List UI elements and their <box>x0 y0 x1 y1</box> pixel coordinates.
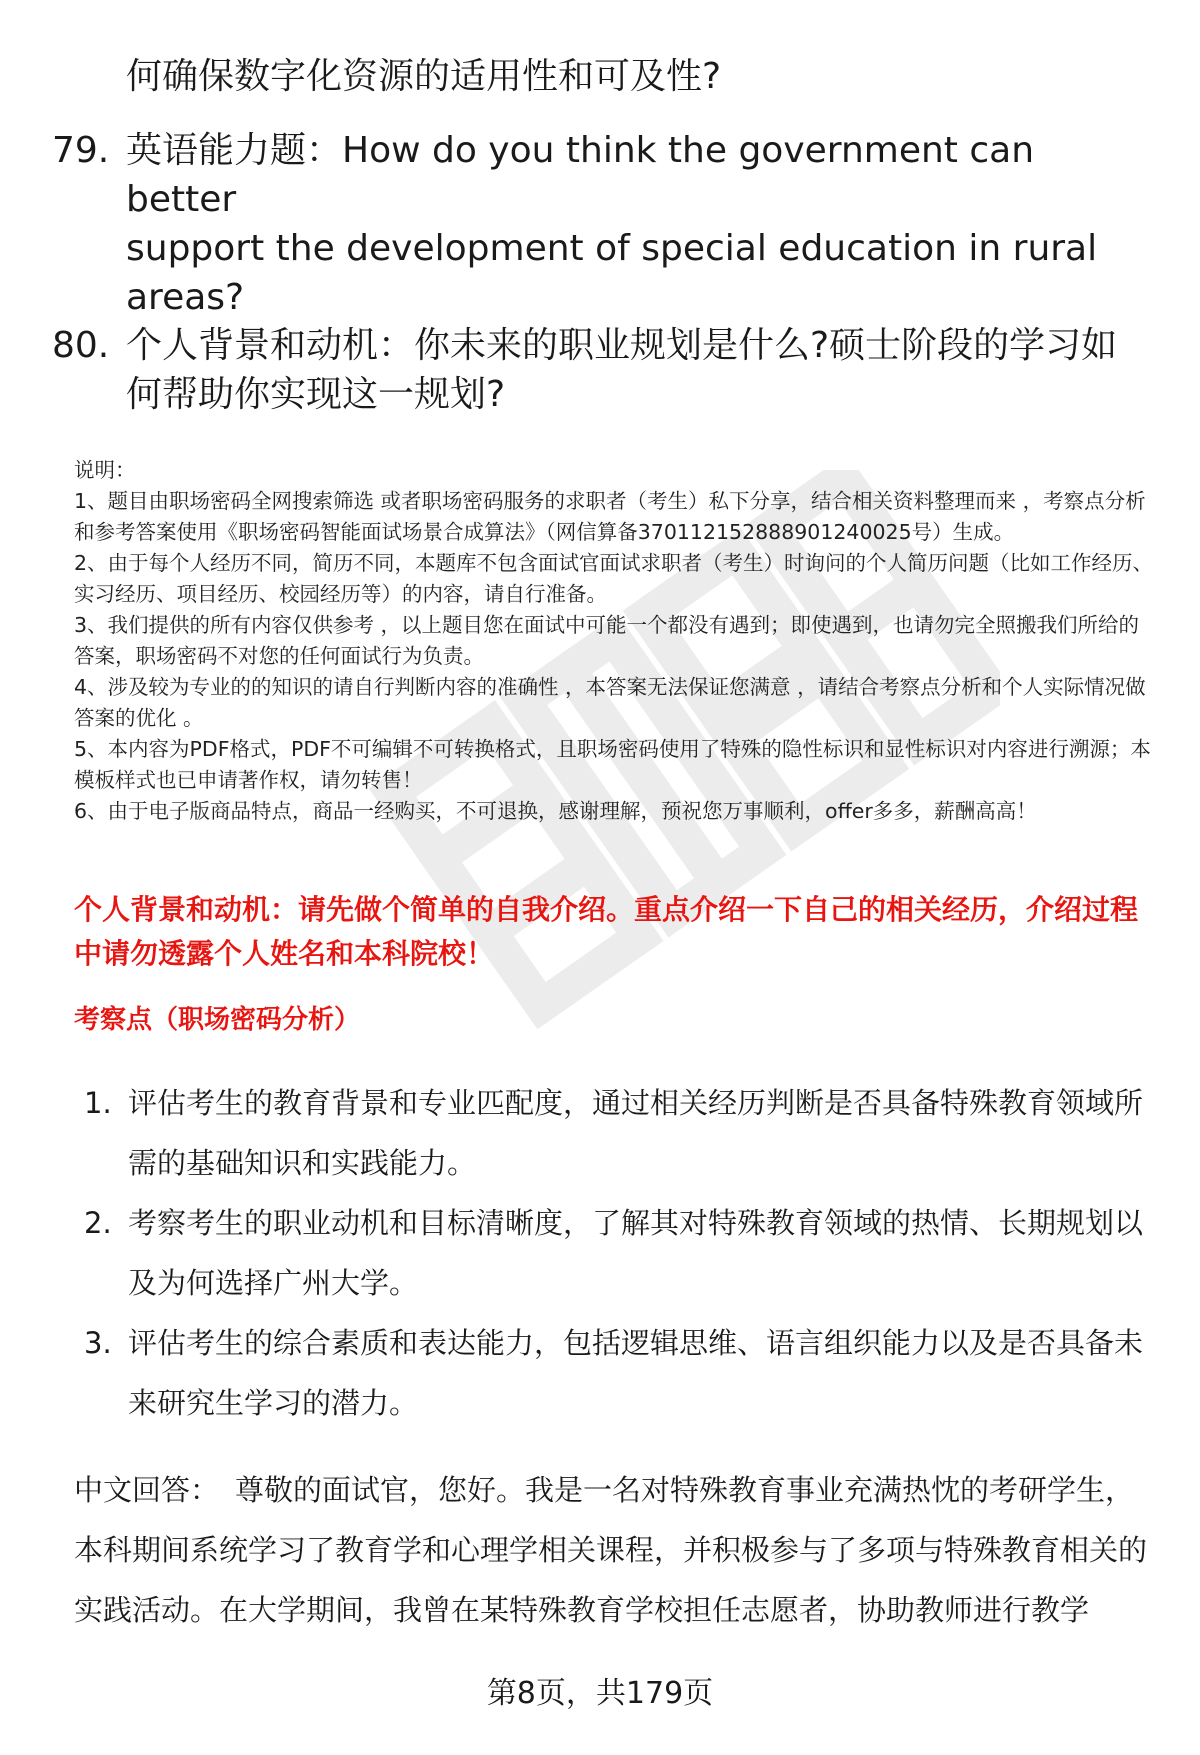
analysis-point-3 <box>84 1313 1156 1433</box>
answer-label: 中文回答： <box>74 1473 220 1507</box>
notes-item-3: 3、我们提供的所有内容仅供参考 ，以上题目您在面试中可能一个都没有遇到；即使遇到，也请勿完全照搬我们所给的答案，职场密码不对您的任何面试行为负责。 <box>74 613 1140 668</box>
question-79-line-3: areas? <box>126 277 245 318</box>
analysis-point-text: 评估考生的综合素质和表达能力，包括逻辑思维、语言组织能力以及是否具备未来研究生学习的潜力。 <box>128 1326 1144 1420</box>
page-footer: 第8页，共179页 <box>486 1676 714 1711</box>
answer-text: 尊敬的面试官，您好。我是一名对特殊教育事业充满热忱的考研学生，本科期间系统学习了教育学和心理学相关课程，并积极参与了多项与特殊教育相关的实践活动。在大学期间，我曾在某特殊教育学校担任志愿者，协助教师进行教学 <box>74 1473 1148 1627</box>
question-79-number: 79. <box>52 130 110 171</box>
analysis-point-2 <box>84 1193 1156 1313</box>
analysis-point-number: 3. <box>84 1326 112 1360</box>
analysis-point-1 <box>84 1073 1156 1193</box>
question-79-line-1: 英语能力题：How do you think the government can better <box>126 130 1035 220</box>
question-80-number: 80. <box>52 325 110 366</box>
question-79-text <box>126 126 1136 322</box>
analysis-point-number: 2. <box>84 1206 112 1240</box>
analysis-point-text: 评估考生的教育背景和专业匹配度，通过相关经历判断是否具备特殊教育领域所需的基础知识和实践能力。 <box>128 1086 1144 1180</box>
question-80-line-1: 个人背景和动机：你未来的职业规划是什么?硕士阶段的学习如 <box>126 325 1118 366</box>
analysis-list <box>84 1073 1156 1433</box>
notes-title: 说明： <box>74 458 136 482</box>
notes-item-2: 2、由于每个人经历不同，简历不同，本题库不包含面试官面试求职者（考生）时询问的个人简历问题（比如工作经历、实习经历、项目经历、校园经历等）的内容，请自行准备。 <box>74 551 1154 606</box>
question-80-text <box>126 321 1136 419</box>
current-question-heading: 个人背景和动机：请先做个简单的自我介绍。重点介绍一下自己的相关经历，介绍过程中请勿透露个人姓名和本科院校！ <box>74 893 1139 970</box>
notes-section <box>74 455 1156 827</box>
notes-item-4: 4、涉及较为专业的的知识的请自行判断内容的准确性 ，本答案无法保证您满意 ，请结合考察点分析和个人实际情况做答案的优化 。 <box>74 675 1146 730</box>
notes-item-6: 6、由于电子版商品特点，商品一经购买，不可退换，感谢理解，预祝您万事顺利，offer多多，薪酬高高！ <box>74 799 1037 823</box>
answer-paragraph <box>74 1460 1156 1640</box>
question-80-line-2: 何帮助你实现这一规划? <box>126 374 506 415</box>
question-79-line-2: support the development of special education in rural <box>126 228 1098 269</box>
question-78-tail: 何确保数字化资源的适用性和可及性? <box>126 56 722 97</box>
analysis-heading: 考察点（职场密码分析） <box>74 1005 361 1035</box>
notes-item-1: 1、题目由职场密码全网搜索筛选 或者职场密码服务的求职者（考生）私下分享，结合相关资料整理而来 ，考察点分析和参考答案使用《职场密码智能面试场景合成算法》（网信算备370112152888901240025号）生成。 <box>74 489 1146 544</box>
notes-item-5: 5、本内容为PDF格式，PDF不可编辑不可转换格式，且职场密码使用了特殊的隐性标识和显性标识对内容进行溯源；本模板样式也已申请著作权，请勿转售！ <box>74 737 1151 792</box>
analysis-point-number: 1. <box>84 1086 112 1120</box>
analysis-point-text: 考察考生的职业动机和目标清晰度，了解其对特殊教育领域的热情、长期规划以及为何选择广州大学。 <box>128 1206 1144 1300</box>
